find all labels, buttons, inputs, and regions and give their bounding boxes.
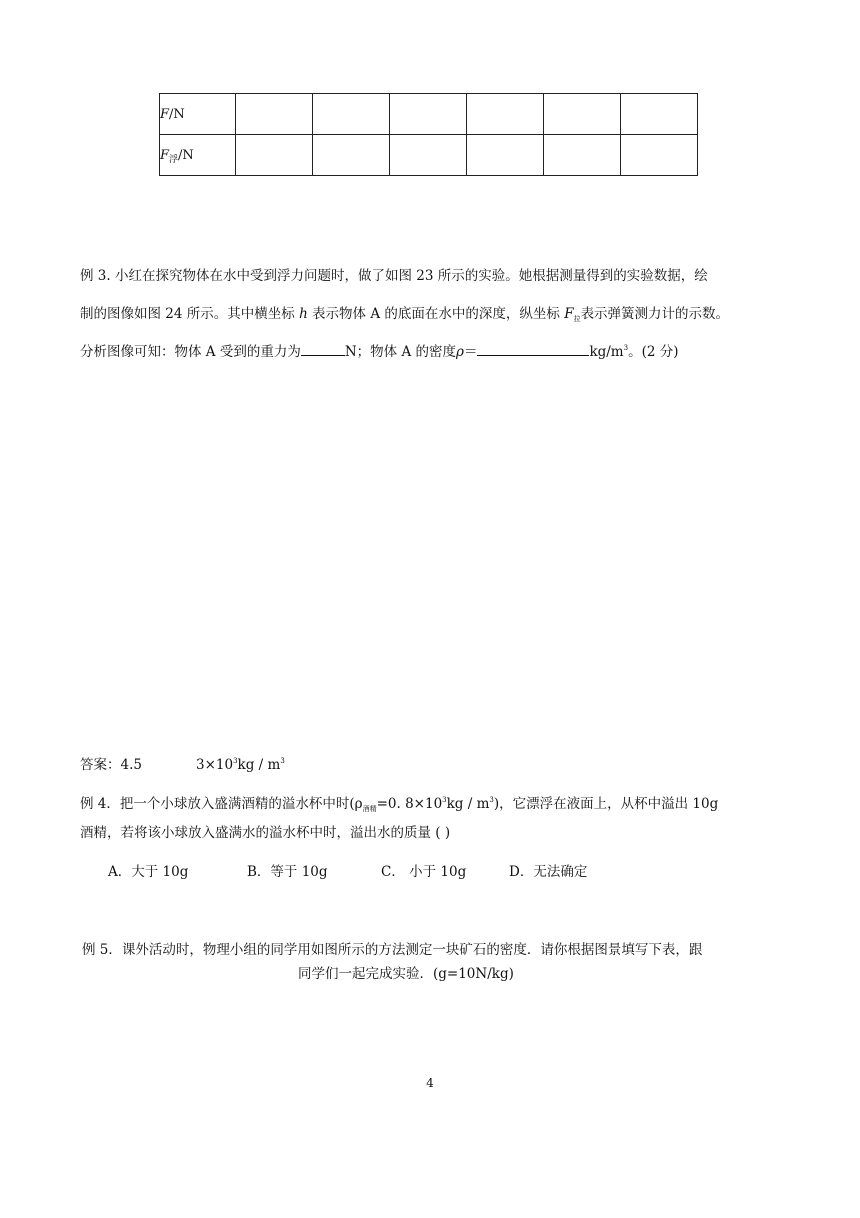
text: 例 4．把一个小球放入盛满酒精的溢水杯中时(ρ bbox=[80, 796, 363, 812]
table-cell[interactable] bbox=[236, 135, 313, 176]
table-cell[interactable] bbox=[390, 94, 467, 135]
label-unit: /N bbox=[169, 106, 185, 122]
superscript: 3 bbox=[623, 344, 629, 352]
text: kg/m bbox=[589, 344, 624, 360]
text: kg / m bbox=[446, 796, 490, 812]
table-header-cell bbox=[160, 94, 236, 135]
variable-h: h bbox=[299, 306, 308, 322]
example-5-line-1: 例 5．课外活动时，物理小组的同学用如图所示的方法测定一块矿石的密度．请你根据图景填写下表，跟 bbox=[82, 942, 703, 958]
table-cell[interactable] bbox=[313, 135, 390, 176]
option-a[interactable]: A．大于 10g bbox=[108, 864, 189, 880]
page-number: 4 bbox=[426, 1076, 434, 1090]
example-4-line-2: 酒精，若将该小球放入盛满水的溢水杯中时，溢出水的质量 ( ) bbox=[80, 825, 451, 841]
label-main: F bbox=[160, 106, 170, 122]
example-3-line-1: 例 3. 小红在探究物体在水中受到浮力问题时，做了如图 23 所示的实验。她根据测量得到的实验数据，绘 bbox=[80, 268, 708, 284]
subscript: 酒精 bbox=[362, 805, 377, 813]
text: ＝ bbox=[463, 344, 478, 360]
example-3-line-3 bbox=[80, 340, 679, 360]
text: 表示物体 A 的底面在水中的深度，纵坐标 bbox=[307, 306, 565, 322]
label-sub: 浮 bbox=[169, 154, 179, 165]
option-c[interactable]: C． 小于 10g bbox=[381, 864, 467, 880]
table-cell[interactable] bbox=[236, 94, 313, 135]
table-cell[interactable] bbox=[390, 135, 467, 176]
table-cell[interactable] bbox=[621, 135, 698, 176]
label-main: F bbox=[160, 147, 170, 163]
text: N；物体 A 的密度 bbox=[344, 344, 456, 360]
superscript: 3 bbox=[442, 796, 447, 804]
table-cell[interactable] bbox=[544, 94, 621, 135]
example-5-line-2: 同学们一起完成实验．(g=10N/kg) bbox=[298, 966, 514, 982]
answer-blank-density[interactable] bbox=[477, 354, 589, 356]
table-cell[interactable] bbox=[313, 94, 390, 135]
answer-label: 答案：4.5 bbox=[80, 757, 142, 773]
text: 分析图像可知：物体 A 受到的重力为 bbox=[80, 344, 301, 360]
variable-f: F bbox=[564, 306, 574, 322]
table-row bbox=[160, 94, 698, 135]
text: )，它漂浮在液面上，从杯中溢出 10g bbox=[493, 796, 719, 812]
option-b[interactable]: B．等于 10g bbox=[247, 864, 328, 880]
table-cell[interactable] bbox=[467, 135, 544, 176]
table-row bbox=[160, 135, 698, 176]
table-cell[interactable] bbox=[467, 94, 544, 135]
table-cell[interactable] bbox=[621, 94, 698, 135]
superscript: 3 bbox=[489, 796, 494, 804]
example-3-line-2 bbox=[80, 302, 729, 322]
table-cell[interactable] bbox=[544, 135, 621, 176]
table-header-cell bbox=[160, 135, 236, 176]
superscript: 3 bbox=[280, 757, 285, 765]
subscript: 拉 bbox=[573, 315, 581, 323]
text: 。(2 分) bbox=[628, 344, 679, 360]
text: =0. 8×10 bbox=[376, 796, 443, 812]
answer-blank-weight[interactable] bbox=[301, 354, 345, 356]
superscript: 3 bbox=[233, 757, 238, 765]
answer-line bbox=[80, 753, 285, 773]
option-d[interactable]: D．无法确定 bbox=[509, 864, 588, 880]
answer-value: 3×10 bbox=[195, 757, 234, 773]
data-table bbox=[159, 93, 698, 176]
text: 表示弹簧测力计的示数。 bbox=[580, 306, 730, 322]
example-4-line-1 bbox=[80, 792, 718, 812]
variable-rho: ρ bbox=[456, 344, 464, 360]
text: 制的图像如图 24 所示。其中横坐标 bbox=[80, 306, 300, 322]
answer-unit: kg / m bbox=[237, 757, 281, 773]
label-unit: /N bbox=[178, 147, 194, 163]
